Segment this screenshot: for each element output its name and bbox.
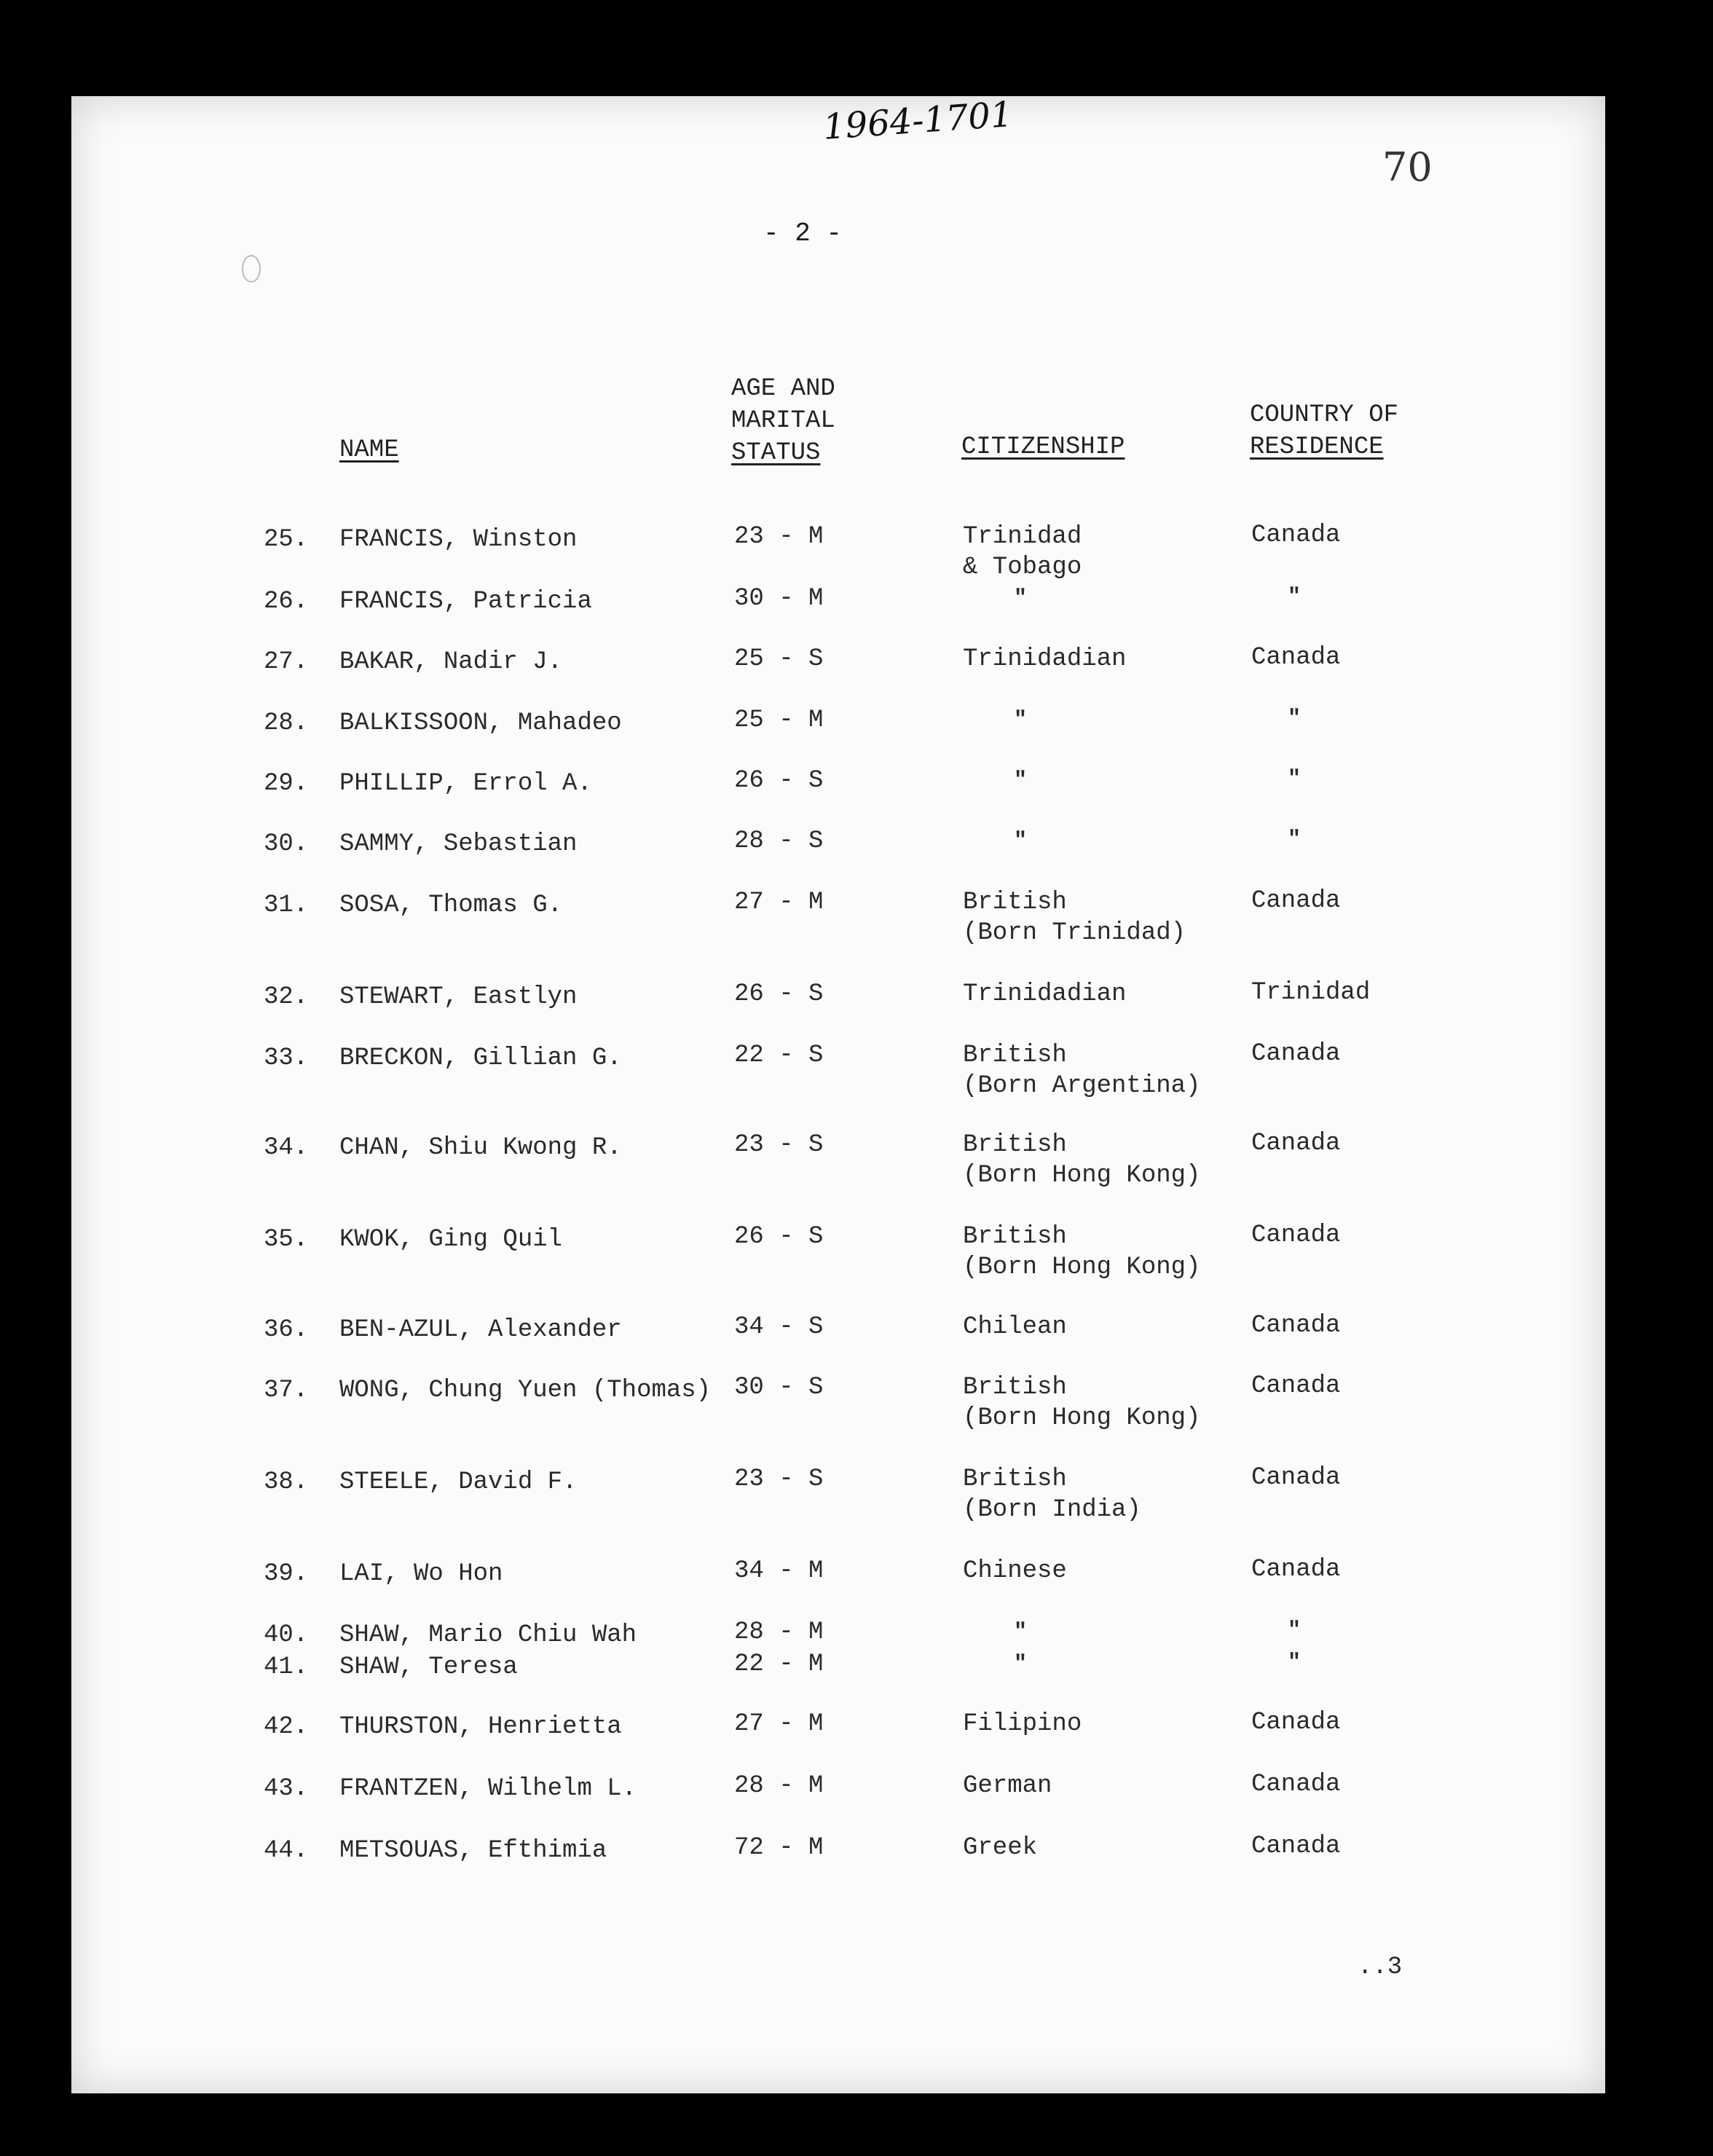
row-number: 32. — [264, 983, 309, 1011]
citizenship: Trinidadian — [963, 645, 1127, 673]
passenger-name: BRECKON, Gillian G. — [339, 1044, 622, 1072]
country-of-residence: Canada — [1251, 644, 1341, 672]
passenger-name: SHAW, Mario Chiu Wah — [339, 1621, 637, 1649]
passenger-name: KWOK, Ging Quil — [339, 1226, 563, 1254]
row-number: 44. — [264, 1837, 309, 1865]
row-number: 39. — [264, 1560, 309, 1588]
country-of-residence: Canada — [1251, 1040, 1341, 1068]
citizenship: " — [1014, 1652, 1028, 1677]
passenger-name: METSOUAS, Efthimia — [339, 1837, 607, 1865]
citizenship: " — [1014, 586, 1028, 611]
citizenship: " — [1014, 1620, 1028, 1645]
citizenship: Trinidadian — [963, 980, 1127, 1008]
citizenship: British — [963, 1465, 1067, 1493]
age-marital-status: 34 - S — [734, 1313, 824, 1341]
passenger-name: BEN-AZUL, Alexander — [339, 1316, 622, 1344]
country-of-residence: " — [1288, 1618, 1302, 1643]
age-marital-status: 27 - M — [734, 1710, 824, 1738]
age-marital-status: 27 - M — [734, 889, 824, 916]
passenger-name: BALKISSOON, Mahadeo — [339, 709, 622, 737]
passenger-name: SAMMY, Sebastian — [339, 830, 578, 858]
citizenship: Chilean — [963, 1313, 1067, 1341]
passenger-name: FRANTZEN, Wilhelm L. — [339, 1775, 637, 1803]
country-of-residence: Canada — [1251, 1771, 1341, 1798]
citizenship: British — [963, 1042, 1067, 1069]
passenger-name: THURSTON, Henrietta — [339, 1713, 622, 1741]
country-of-residence: Canada — [1251, 1372, 1341, 1400]
age-marital-status: 28 - S — [734, 827, 824, 855]
citizenship: " — [1014, 829, 1028, 854]
age-marital-status: 30 - M — [734, 585, 824, 613]
continuation-marker: ..3 — [1358, 1954, 1403, 1981]
row-number: 25. — [264, 526, 309, 554]
country-of-residence: Canada — [1251, 1221, 1341, 1249]
age-marital-status: 26 - S — [734, 1223, 824, 1251]
age-marital-status: 25 - M — [734, 707, 824, 734]
citizenship: Greek — [963, 1834, 1038, 1862]
citizenship: British — [963, 1131, 1067, 1159]
age-marital-status: 23 - S — [734, 1465, 824, 1493]
citizenship: German — [963, 1772, 1052, 1800]
citizenship-detail: (Born Argentina) — [963, 1072, 1201, 1100]
passenger-name: STEELE, David F. — [339, 1468, 578, 1496]
citizenship-detail: (Born India) — [963, 1496, 1141, 1524]
country-of-residence: Canada — [1251, 1130, 1341, 1157]
row-number: 26. — [264, 588, 309, 615]
age-marital-status: 28 - M — [734, 1618, 824, 1646]
age-marital-status: 23 - M — [734, 523, 824, 551]
country-of-residence: " — [1288, 827, 1302, 852]
row-number: 38. — [264, 1468, 309, 1496]
passenger-name: BAKAR, Nadir J. — [339, 648, 563, 676]
row-number: 37. — [264, 1377, 309, 1404]
citizenship-detail: (Born Hong Kong) — [963, 1404, 1201, 1432]
age-marital-status: 22 - S — [734, 1042, 824, 1069]
citizenship-detail: & Tobago — [963, 554, 1082, 581]
page-number: - 2 - — [763, 219, 843, 248]
citizenship: Filipino — [963, 1710, 1082, 1738]
citizenship: British — [963, 1374, 1067, 1401]
passenger-name: WONG, Chung Yuen (Thomas) — [339, 1377, 712, 1404]
country-of-residence: " — [1288, 585, 1302, 610]
country-of-residence: " — [1288, 1651, 1302, 1675]
citizenship-detail: (Born Hong Kong) — [963, 1254, 1201, 1281]
row-number: 42. — [264, 1713, 309, 1741]
age-marital-status: 34 - M — [734, 1557, 824, 1585]
stamped-page-number: 70 — [1382, 144, 1433, 190]
country-of-residence: Canada — [1251, 1833, 1341, 1860]
country-of-residence: Trinidad — [1251, 979, 1371, 1007]
country-of-residence: Canada — [1251, 887, 1341, 915]
column-header-citizenship: CITIZENSHIP — [961, 433, 1125, 461]
row-number: 30. — [264, 830, 309, 858]
row-number: 28. — [264, 709, 309, 737]
country-of-residence: " — [1288, 707, 1302, 731]
citizenship: Chinese — [963, 1557, 1067, 1585]
age-marital-status: 23 - S — [734, 1131, 824, 1159]
age-marital-status: 22 - M — [734, 1651, 824, 1678]
row-number: 43. — [264, 1775, 309, 1803]
column-header-name: NAME — [339, 436, 399, 464]
row-number: 41. — [264, 1653, 309, 1681]
country-of-residence: " — [1288, 767, 1302, 792]
country-of-residence: Canada — [1251, 1464, 1341, 1492]
row-number: 33. — [264, 1044, 309, 1072]
citizenship-detail: (Born Trinidad) — [963, 919, 1186, 947]
passenger-name: SHAW, Teresa — [339, 1653, 518, 1681]
citizenship: British — [963, 1223, 1067, 1251]
row-number: 40. — [264, 1621, 309, 1649]
row-number: 35. — [264, 1226, 309, 1254]
punch-hole-mark — [242, 255, 261, 283]
country-of-residence: Canada — [1251, 522, 1341, 549]
passenger-name: FRANCIS, Winston — [339, 526, 578, 554]
citizenship: " — [1014, 768, 1028, 793]
row-number: 31. — [264, 892, 309, 919]
passenger-name: SOSA, Thomas G. — [339, 892, 563, 919]
passenger-name: STEWART, Eastlyn — [339, 983, 578, 1011]
row-number: 27. — [264, 648, 309, 676]
age-marital-status: 30 - S — [734, 1374, 824, 1401]
row-number: 36. — [264, 1316, 309, 1344]
country-of-residence: Canada — [1251, 1709, 1341, 1736]
citizenship: British — [963, 889, 1067, 916]
handwritten-file-number: 1964-1701 — [822, 93, 1015, 149]
country-of-residence: Canada — [1251, 1312, 1341, 1339]
row-number: 29. — [264, 770, 309, 798]
passenger-name: FRANCIS, Patricia — [339, 588, 592, 615]
passenger-name: PHILLIP, Errol A. — [339, 770, 592, 798]
column-header-age-marital: AGE AND MARITAL STATUS — [731, 375, 835, 467]
row-number: 34. — [264, 1134, 309, 1162]
passenger-name: CHAN, Shiu Kwong R. — [339, 1134, 622, 1162]
age-marital-status: 25 - S — [734, 645, 824, 673]
citizenship-detail: (Born Hong Kong) — [963, 1162, 1201, 1189]
age-marital-status: 26 - S — [734, 980, 824, 1008]
passenger-name: LAI, Wo Hon — [339, 1560, 503, 1588]
age-marital-status: 26 - S — [734, 767, 824, 795]
age-marital-status: 72 - M — [734, 1834, 824, 1862]
citizenship: Trinidad — [963, 523, 1082, 551]
age-marital-status: 28 - M — [734, 1772, 824, 1800]
column-header-residence: COUNTRY OF RESIDENCE — [1250, 401, 1399, 461]
citizenship: " — [1014, 708, 1028, 733]
country-of-residence: Canada — [1251, 1556, 1341, 1583]
